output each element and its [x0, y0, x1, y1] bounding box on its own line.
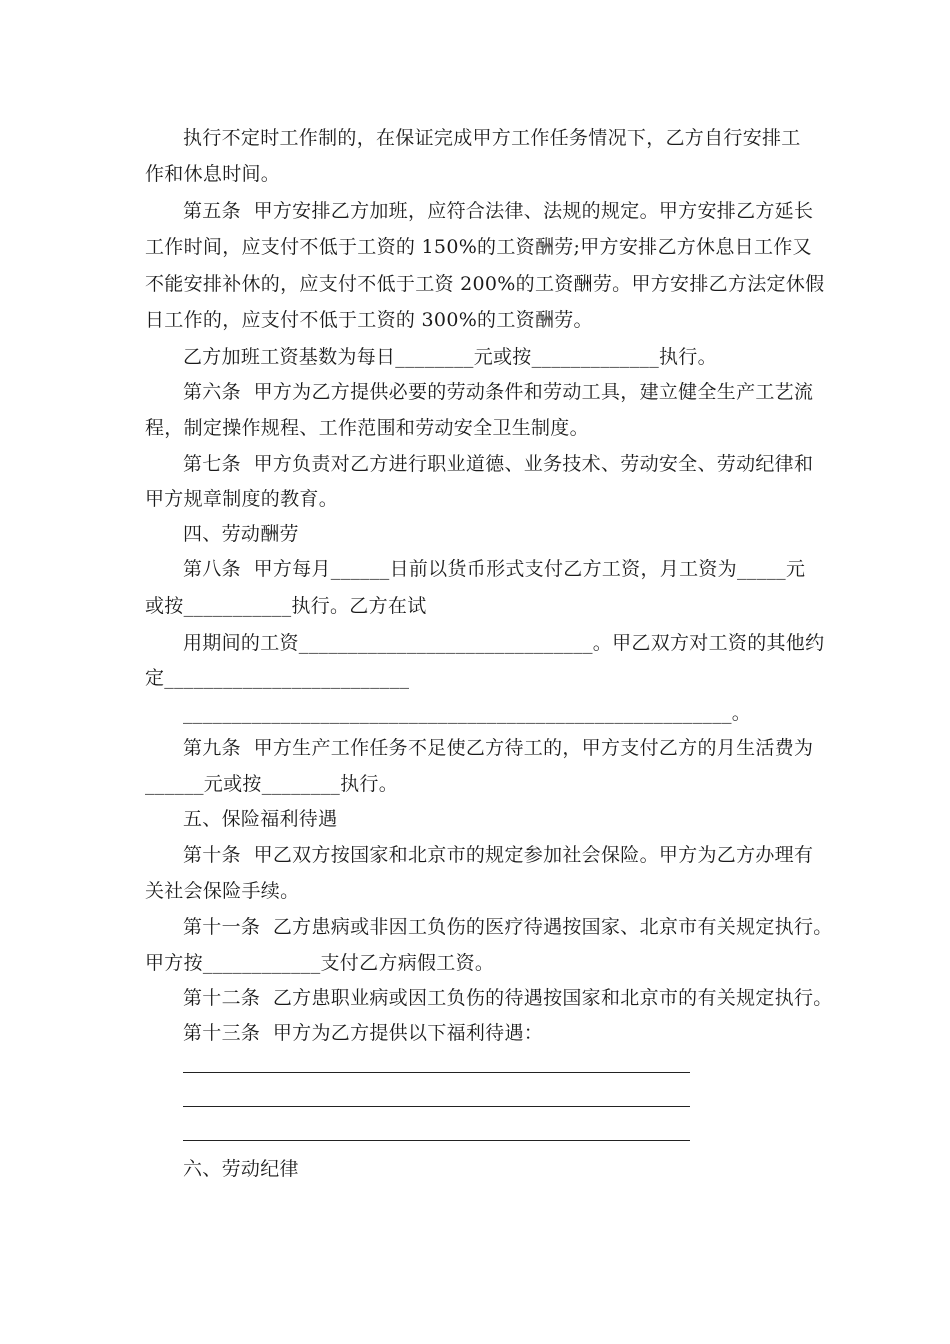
- text-line: 或按___________执行。乙方在试: [145, 595, 427, 617]
- text-line: 第七条 甲方负责对乙方进行职业道德、业务技术、劳动安全、劳动纪律和: [183, 453, 814, 475]
- text-line: 程，制定操作规程、工作范围和劳动安全卫生制度。: [145, 417, 589, 439]
- text-line: 第九条 甲方生产工作任务不足使乙方待工的，甲方支付乙方的月生活费为: [183, 737, 814, 759]
- section-heading: 四、劳动酬劳: [183, 523, 299, 545]
- text-line: ______元或按________执行。: [145, 773, 399, 795]
- text-line: 第十三条 甲方为乙方提供以下福利待遇：: [183, 1022, 544, 1044]
- section-heading: 五、保险福利待遇: [183, 808, 338, 830]
- text-line: 第十二条 乙方患职业病或因工负伤的待遇按国家和北京市的有关规定执行。: [183, 987, 833, 1009]
- text-line: 执行不定时工作制的，在保证完成甲方工作任务情况下，乙方自行安排工: [183, 127, 801, 149]
- blank-fill-line: [183, 1106, 690, 1107]
- text-line: 定_________________________: [145, 667, 410, 689]
- text-line: 用期间的工资______________________________。甲乙双方对工资的其他约: [183, 632, 825, 654]
- text-line: 关社会保险手续。: [145, 880, 300, 902]
- text-line: 工作时间，应支付不低于工资的 150%的工资酬劳;甲方安排乙方休息日工作又: [145, 236, 812, 258]
- text-line: 第十一条 乙方患病或非因工负伤的医疗待遇按国家、北京市有关规定执行。: [183, 916, 833, 938]
- text-line: 甲方规章制度的教育。: [145, 488, 339, 510]
- text-line: 不能安排补休的，应支付不低于工资 200%的工资酬劳。甲方安排乙方法定休假: [145, 273, 825, 295]
- text-line: 乙方加班工资基数为每日________元或按_____________执行。: [183, 346, 717, 368]
- text-line: 作和休息时间。: [145, 163, 281, 185]
- text-line: 第八条 甲方每月______日前以货币形式支付乙方工资，月工资为_____元: [183, 558, 806, 580]
- blank-fill-line: [183, 1072, 690, 1073]
- blank-fill-line: [183, 1140, 690, 1141]
- text-line: 第十条 甲乙双方按国家和北京市的规定参加社会保险。甲方为乙方办理有: [183, 844, 814, 866]
- text-line: 第五条 甲方安排乙方加班，应符合法律、法规的规定。甲方安排乙方延长: [183, 200, 814, 222]
- text-line: ________________________________________________________。: [183, 702, 752, 724]
- text-line: 甲方按____________支付乙方病假工资。: [145, 952, 495, 974]
- section-heading: 六、劳动纪律: [183, 1158, 299, 1180]
- text-line: 第六条 甲方为乙方提供必要的劳动条件和劳动工具，建立健全生产工艺流: [183, 381, 814, 403]
- text-line: 日工作的，应支付不低于工资的 300%的工资酬劳。: [145, 309, 593, 331]
